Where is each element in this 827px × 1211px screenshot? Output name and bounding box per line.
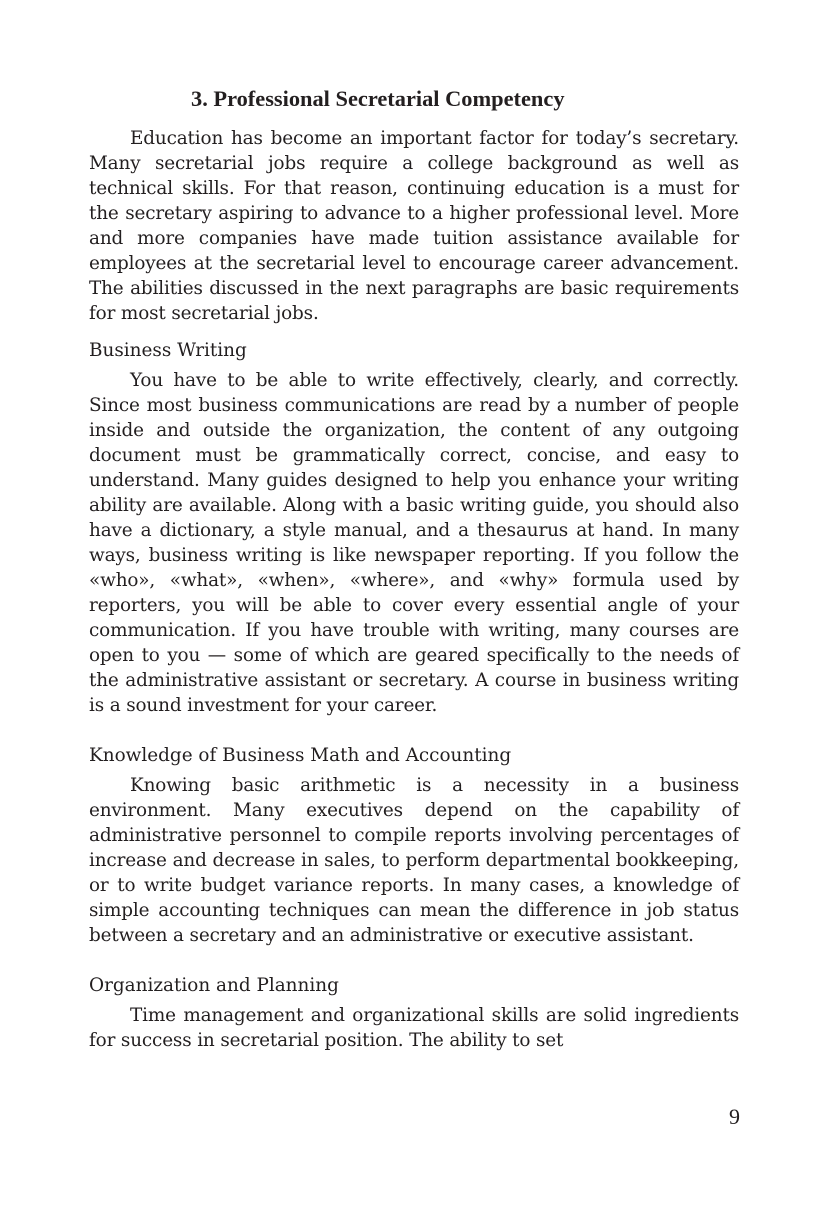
page-number: 9 xyxy=(729,1104,740,1129)
subsection-text-business-writing: You have to be able to write effectively, clearly, and correctly. Since most business communications are read by a number of people inside and outside the organization, the content of any outgoing document must be grammatically correct, concise, and easy to understand. Many guides designed to help you enhance your writing ability are available. Along with a basic writing guide, you should also have a dictionary, a style manual, and a thesaurus at hand. In many ways, business writing is like newspaper reporting. If you follow the «who», «what», «when», «where», and «why» formula used by reporters, you will be able to cover every essential angle of your communication. If you have trouble with writing, many courses are open to you — some of which are geared specifically to the needs of the administrative assistant or secretary. A course in business writing is a sound investment for your career. xyxy=(89,370,739,716)
subsection-text-business-math: Knowing basic arithmetic is a necessity in a business environment. Many executives depend on the capability of administrative personnel to compile reports involving percentages of increase and decrease in sales, to perform departmental bookkeeping, or to write budget variance reports. In many cases, a knowledge of simple accounting techniques can mean the difference in job status between a secretary and an administrative or executive assistant. xyxy=(89,775,739,946)
subsection-heading-business-writing: Business Writing xyxy=(89,340,247,361)
spacer xyxy=(89,326,739,338)
intro-paragraph: Education has become an important factor for today’s secretary. Many secretarial jobs require a college background as well as technical skills. For that reason, continuing education is a must for the secretary aspiring to advance to a higher professional level. More and more companies have made tuition assistance available for employees at the secretarial level to encourage career advancement. The abilities discussed in the next paragraphs are basic requirements for most secretarial jobs. xyxy=(89,128,739,324)
spacer xyxy=(89,718,739,743)
subsection-heading-organization-planning: Organization and Planning xyxy=(89,975,339,996)
page-content xyxy=(89,84,739,1053)
subsection-text-organization-planning: Time management and organizational skills are solid ingredients for success in secretarial position. The ability to set xyxy=(89,1005,739,1051)
subsection-heading-business-math: Knowledge of Business Math and Accounting xyxy=(89,745,512,766)
section-title: 3. Professional Secretarial Competency xyxy=(191,86,565,111)
spacer xyxy=(89,948,739,973)
